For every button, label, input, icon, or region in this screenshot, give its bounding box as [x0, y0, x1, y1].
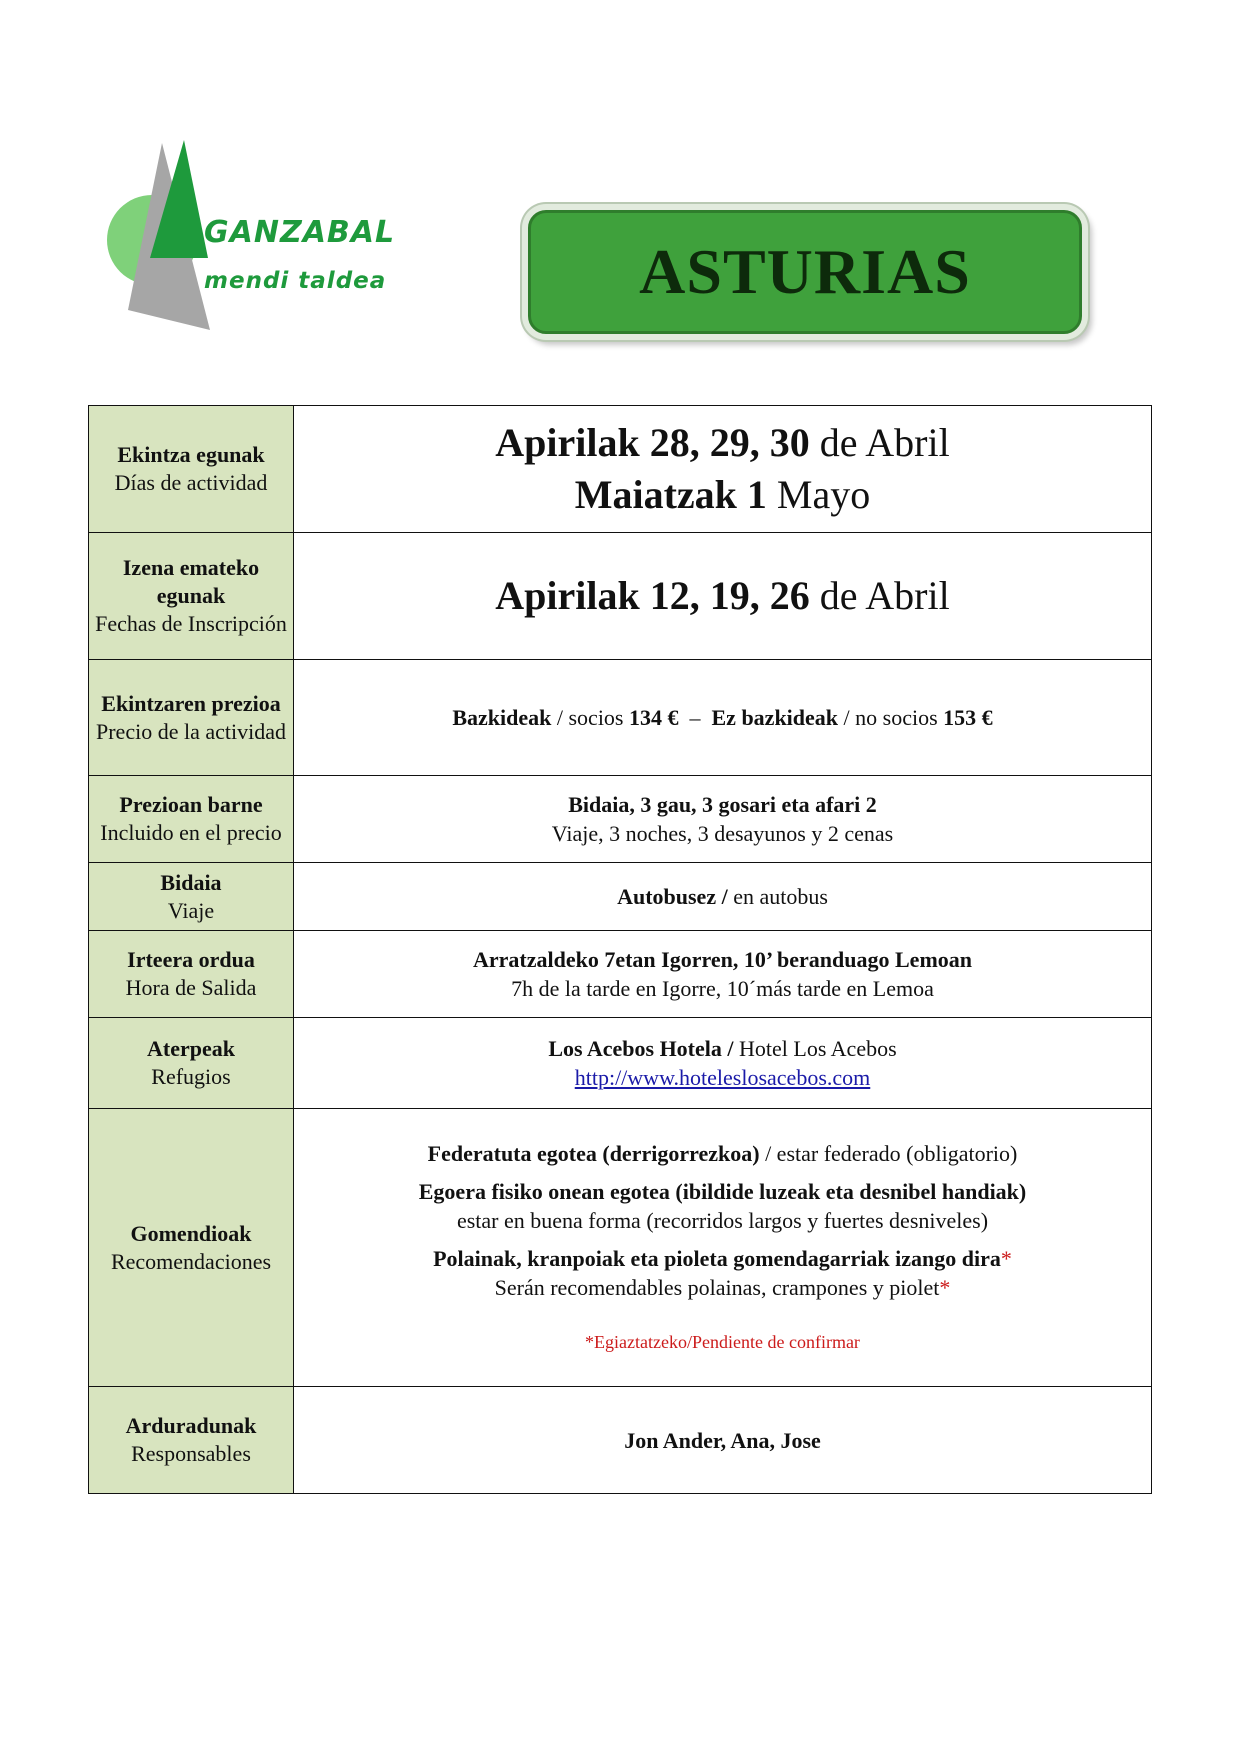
value-cell [294, 776, 1152, 863]
label-eu: Bidaia [160, 869, 222, 895]
nonmembers-text: / no socios [838, 705, 944, 730]
members-label: Bazkideak [452, 705, 552, 730]
dates-line2-bold: Maiatzak 1 [574, 472, 767, 517]
label-eu: Ekintza egunak [117, 442, 265, 467]
row-included [89, 776, 1152, 863]
dates-line2-rest: Mayo [766, 472, 871, 517]
label-cell [89, 776, 294, 863]
label-eu: Irteera ordua [127, 947, 255, 972]
label-eu: Izena emateko egunak [122, 555, 260, 608]
recommendation-2-es: estar en buena forma (recorridos largos y fuertes desniveles) [456, 1207, 989, 1233]
departure-es: 7h de la tarde en Igorre, 10´más tarde en Lemoa [511, 976, 934, 1001]
nonmembers-price: 153 € [943, 705, 993, 730]
label-es: Recomendaciones [110, 1248, 272, 1274]
row-dates [89, 406, 1152, 533]
label-cell [89, 660, 294, 776]
label-cell [89, 1018, 294, 1109]
label-eu: Arduradunak [125, 1413, 257, 1438]
members-price: 134 € [629, 705, 679, 730]
price-separator: – [678, 705, 712, 730]
label-es: Refugios [151, 1064, 231, 1089]
label-es: Incluido en el precio [100, 820, 282, 845]
row-responsibles [89, 1387, 1152, 1494]
label-cell [89, 863, 294, 931]
departure-eu: Arratzaldeko 7etan Igorren, 10’ beranduago Lemoan [472, 947, 973, 972]
value-cell [294, 1387, 1152, 1494]
label-cell [89, 1387, 294, 1494]
value-cell [294, 406, 1152, 533]
label-eu: Gomendioak [130, 1220, 252, 1246]
label-es: Precio de la actividad [96, 718, 286, 744]
label-eu: Aterpeak [147, 1036, 235, 1061]
title-banner [528, 210, 1082, 334]
value-cell [294, 863, 1152, 931]
row-registration [89, 533, 1152, 660]
label-es: Fechas de Inscripción [95, 611, 287, 636]
label-es: Viaje [167, 897, 215, 923]
recommendation-3-es: Serán recomendables polainas, crampones y piolet [494, 1274, 940, 1300]
responsibles-names: Jon Ander, Ana, Jose [624, 1427, 821, 1453]
asterisk-mark: * [1000, 1245, 1012, 1271]
dates-line1-bold: Apirilak 28, 29, 30 [495, 420, 810, 465]
row-departure [89, 931, 1152, 1018]
label-cell [89, 406, 294, 533]
label-cell [89, 931, 294, 1018]
label-es: Hora de Salida [125, 975, 257, 1000]
logo-subtitle: mendi taldea [204, 268, 387, 294]
label-cell [89, 1109, 294, 1387]
label-eu: Ekintzaren prezioa [101, 690, 281, 716]
value-cell [294, 931, 1152, 1018]
club-logo [100, 140, 400, 340]
logo-name: GANZABAL [204, 215, 396, 250]
travel-eu: Autobusez / [617, 884, 728, 909]
activity-info-table [88, 405, 1152, 1494]
travel-es: en autobus [727, 884, 828, 909]
row-lodging [89, 1018, 1152, 1109]
recommendation-1-es: / estar federado (obligatorio) [759, 1140, 1018, 1166]
included-es: Viaje, 3 noches, 3 desayunos y 2 cenas [551, 821, 894, 846]
label-es: Responsables [131, 1441, 251, 1466]
value-cell [294, 1109, 1152, 1387]
recommendation-3-eu: Polainak, kranpoiak eta pioleta gomendagarriak izango dira [433, 1245, 1001, 1271]
lodging-es: Hotel Los Acebos [733, 1036, 897, 1061]
lodging-eu: Los Acebos Hotela / [548, 1036, 734, 1061]
value-cell [294, 1018, 1152, 1109]
recommendation-1-eu: Federatuta egotea (derrigorrezkoa) [427, 1140, 760, 1166]
pending-confirmation-note: *Egiaztatzeko/Pendiente de confirmar [585, 1331, 860, 1352]
row-recommendations [89, 1109, 1152, 1387]
recommendation-2-eu: Egoera fisiko onean egotea (ibildide luzeak eta desnibel handiak) [418, 1178, 1027, 1204]
asterisk-mark: * [939, 1274, 951, 1300]
value-cell [294, 660, 1152, 776]
nonmembers-label: Ez bazkideak [711, 705, 839, 730]
row-travel [89, 863, 1152, 931]
hotel-website-link[interactable]: http://www.hoteleslosacebos.com [574, 1065, 871, 1090]
label-cell [89, 533, 294, 660]
label-eu: Prezioan barne [119, 792, 263, 817]
included-eu: Bidaia, 3 gau, 3 gosari eta afari 2 [568, 792, 877, 817]
members-text: / socios [551, 705, 629, 730]
row-price [89, 660, 1152, 776]
registration-dates-rest: de Abril [809, 573, 950, 618]
label-es: Días de actividad [114, 470, 268, 495]
dates-line1-rest: de Abril [809, 420, 950, 465]
page-title: ASTURIAS [639, 236, 971, 307]
value-cell [294, 533, 1152, 660]
registration-dates-bold: Apirilak 12, 19, 26 [495, 573, 810, 618]
